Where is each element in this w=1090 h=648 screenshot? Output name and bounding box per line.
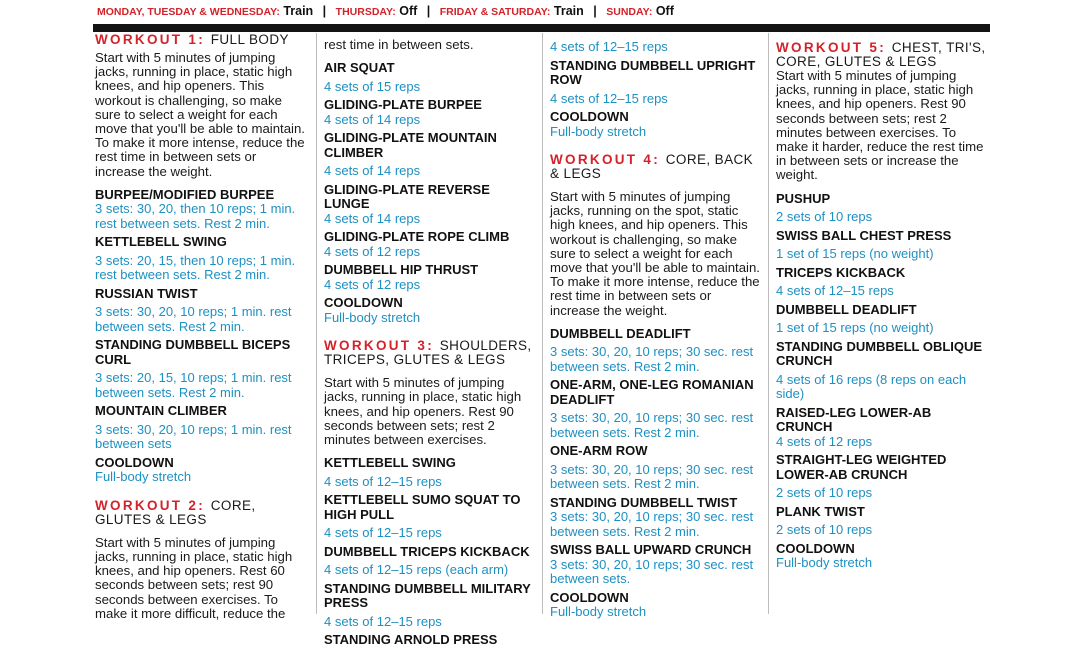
column-divider <box>542 33 543 614</box>
exercise-name: SWISS BALL CHEST PRESS <box>776 227 952 243</box>
workout-label: WORKOUT 4: <box>550 152 660 167</box>
schedule-days: FRIDAY & SATURDAY: <box>439 6 551 18</box>
schedule-value: Off <box>655 4 674 18</box>
workout-2-intro: Start with 5 minutes of jumping jacks, running in place, static high knees, and hip openers. Rest 60 seconds between sets; rest 90 seconds between exercises. To make it more difficult, reduce the <box>95 534 293 621</box>
exercise-prescription: 4 sets of 12–15 reps <box>324 613 442 629</box>
exercise-prescription: 3 sets: 30, 20, then 10 reps; 1 min. rest between sets. Rest 2 min. <box>95 201 296 231</box>
exercise-name: TRICEPS KICKBACK <box>776 264 906 280</box>
exercise-prescription: Full-body stretch <box>776 555 873 571</box>
column-4 <box>776 33 990 614</box>
exercise-prescription: 2 sets of 10 reps <box>776 485 873 501</box>
exercise-name: STANDING ARNOLD PRESS <box>324 632 498 648</box>
exercise-name: DUMBBELL DEADLIFT <box>776 301 917 317</box>
workout-1-intro: Start with 5 minutes of jumping jacks, running in place, static high knees, and hip openers. This workout is challenging, so make sure to select a weight for each move that you'll be able to maintain. To make it more intense, reduce the rest time in between sets or increase the weight. <box>95 50 305 179</box>
exercise-name: STANDING DUMBBELL TWIST <box>550 494 738 510</box>
exercise-prescription: 3 sets: 30, 20, 10 reps; 30 sec. rest between sets. Rest 2 min. <box>550 344 754 374</box>
schedule-separator: | <box>322 4 327 18</box>
exercise-prescription: 4 sets of 15 reps <box>324 78 421 94</box>
workout-label: WORKOUT 2: <box>95 497 205 513</box>
exercise-prescription: 4 sets of 16 reps (8 reps on each side) <box>776 371 967 402</box>
schedule-separator: | <box>593 4 597 18</box>
exercise-name: GLIDING-PLATE REVERSE LUNGE <box>324 181 490 212</box>
column-2 <box>324 33 536 648</box>
schedule-value: Off <box>399 4 418 18</box>
exercise-name: KETTLEBELL SUMO SQUAT TO HIGH PULL <box>324 492 521 522</box>
schedule-days: THURSDAY: <box>335 6 396 18</box>
workout-title: FULL BODY <box>210 32 289 47</box>
exercise-prescription: Full-body stretch <box>95 469 192 485</box>
exercise-name: STANDING DUMBBELL UPRIGHT ROW <box>550 57 756 87</box>
exercise-prescription: 4 sets of 12–15 reps (each arm) <box>324 562 509 578</box>
exercise-name: ONE-ARM, ONE-LEG ROMANIAN DEADLIFT <box>550 377 754 407</box>
exercise-name: RAISED-LEG LOWER-AB CRUNCH <box>776 404 932 435</box>
schedule-days: SUNDAY: <box>606 6 653 18</box>
exercise-prescription: 2 sets of 10 reps <box>776 209 873 225</box>
exercise-name: COOLDOWN <box>95 454 174 470</box>
schedule-value: Train <box>283 4 314 18</box>
column-3 <box>550 33 764 620</box>
exercise-name: COOLDOWN <box>550 109 629 124</box>
exercise-name: STANDING DUMBBELL BICEPS CURL <box>95 337 291 367</box>
exercise-prescription: 3 sets: 30, 20, 10 reps; 30 sec. rest between sets. Rest 2 min. <box>550 509 754 539</box>
exercise-name: COOLDOWN <box>776 540 855 556</box>
exercise-name: COOLDOWN <box>550 589 629 605</box>
exercise-name: STRAIGHT-LEG WEIGHTED LOWER-AB CRUNCH <box>776 452 947 482</box>
exercise-prescription: 3 sets: 20, 15, 10 reps; 1 min. rest between sets. Rest 2 min. <box>95 370 292 400</box>
workout-5-intro: Start with 5 minutes of jumping jacks, running in place, static high knees, and hip openers. Rest 90 seconds between sets; rest 2 minutes between exercises. To make it harder, reduce the rest time in between sets or increase the weight. <box>776 68 984 183</box>
exercise-prescription: 4 sets of 12–15 reps <box>324 473 442 489</box>
exercise-prescription: Full-body stretch <box>550 604 647 620</box>
exercise-prescription: Full-body stretch <box>324 309 421 325</box>
exercise-name: DUMBBELL DEADLIFT <box>550 325 691 341</box>
exercise-name: DUMBBELL TRICEPS KICKBACK <box>324 543 530 559</box>
exercise-name: GLIDING-PLATE BURPEE <box>324 97 482 113</box>
exercise-prescription: 4 sets of 12–15 reps <box>550 90 668 106</box>
exercise-name: GLIDING-PLATE ROPE CLIMB <box>324 229 510 245</box>
exercise-prescription: 1 set of 15 reps (no weight) <box>776 246 934 262</box>
workout-5-heading <box>776 41 990 69</box>
exercise-prescription: 1 set of 15 reps (no weight) <box>776 320 934 336</box>
schedule-separator: | <box>426 4 431 18</box>
exercise-prescription: 3 sets: 30, 20, 10 reps; 30 sec. rest between sets. Rest 2 min. <box>550 461 754 492</box>
workout-label: WORKOUT 5: <box>776 40 886 55</box>
exercise-name: SWISS BALL UPWARD CRUNCH <box>550 542 752 558</box>
schedule-value: Train <box>553 4 584 18</box>
exercise-name: KETTLEBELL SWING <box>324 455 456 471</box>
workout-title: SHOULDERS, TRICEPS, GLUTES & LEGS <box>324 338 532 368</box>
exercise-prescription: 3 sets: 30, 20, 10 reps; 1 min. rest between sets. Rest 2 min. <box>95 304 292 334</box>
exercise-prescription: 4 sets of 12 reps <box>324 276 421 292</box>
workout-title: CHEST, TRI'S, CORE, GLUTES & LEGS <box>776 40 986 69</box>
schedule-days: MONDAY, TUESDAY & WEDNESDAY: <box>97 6 280 18</box>
exercise-name: GLIDING-PLATE MOUNTAIN CLIMBER <box>324 130 497 160</box>
workout-1-heading <box>95 33 309 47</box>
exercise-prescription: 2 sets of 10 reps <box>776 522 873 538</box>
column-divider <box>768 33 769 614</box>
workout-2-intro-continued: rest time in between sets. <box>324 37 474 52</box>
exercise-name: COOLDOWN <box>324 295 403 311</box>
workout-label: WORKOUT 3: <box>324 338 434 354</box>
exercise-name: RUSSIAN TWIST <box>95 285 198 301</box>
workout-3-heading <box>324 339 536 367</box>
exercise-name: PLANK TWIST <box>776 503 865 519</box>
exercise-name: STANDING DUMBBELL MILITARY PRESS <box>324 580 531 611</box>
exercise-prescription: 4 sets of 12–15 reps <box>324 525 442 541</box>
exercise-name: DUMBBELL HIP THRUST <box>324 262 479 278</box>
column-divider <box>316 33 317 614</box>
exercise-prescription: 4 sets of 14 reps <box>324 210 421 226</box>
exercise-prescription: Full-body stretch <box>550 123 647 139</box>
workout-3-intro: Start with 5 minutes of jumping jacks, running in place, static high knees, and hip openers. Rest 90 seconds between sets; rest 2 minutes between exercises. <box>324 375 522 448</box>
exercise-prescription: 4 sets of 12 reps <box>324 243 421 259</box>
exercise-prescription: 4 sets of 12–15 reps <box>550 39 668 54</box>
exercise-name: MOUNTAIN CLIMBER <box>95 403 227 419</box>
workout-4-heading <box>550 153 764 181</box>
exercise-prescription: 4 sets of 14 reps <box>324 163 421 179</box>
exercise-name: PUSHUP <box>776 190 831 206</box>
exercise-prescription: 3 sets: 20, 15, then 10 reps; 1 min. rest between sets. Rest 2 min. <box>95 252 296 283</box>
workout-2-heading <box>95 499 309 527</box>
exercise-name: BURPEE/MODIFIED BURPEE <box>95 186 275 202</box>
exercise-prescription: 4 sets of 14 reps <box>324 111 421 127</box>
exercise-name: AIR SQUAT <box>324 60 395 76</box>
exercise-name: STANDING DUMBBELL OBLIQUE CRUNCH <box>776 338 983 369</box>
workout-title: CORE, GLUTES & LEGS <box>95 497 256 527</box>
exercise-name: KETTLEBELL SWING <box>95 234 227 250</box>
workout-4-intro: Start with 5 minutes of jumping jacks, running on the spot, static high knees, and hip openers. This workout is challenging, so make sure to select a weight for each move that you'll be able to maintain. To make it more intense, reduce the rest time in between sets or increase the weight. <box>550 189 760 318</box>
exercise-prescription: 4 sets of 12 reps <box>776 433 873 449</box>
exercise-prescription: 3 sets: 30, 20, 10 reps; 30 sec. rest between sets. <box>550 556 754 587</box>
exercise-prescription: 3 sets: 30, 20, 10 reps; 30 sec. rest between sets. Rest 2 min. <box>550 410 754 440</box>
exercise-prescription: 4 sets of 12–15 reps <box>776 283 894 299</box>
header-rule <box>93 24 990 32</box>
weekly-schedule <box>97 3 977 19</box>
exercise-prescription: 3 sets: 30, 20, 10 reps; 1 min. rest between sets <box>95 421 292 452</box>
workout-label: WORKOUT 1: <box>95 32 205 47</box>
workout-title: CORE, BACK & LEGS <box>550 152 754 181</box>
exercise-name: ONE-ARM ROW <box>550 443 648 459</box>
column-1 <box>95 32 309 621</box>
